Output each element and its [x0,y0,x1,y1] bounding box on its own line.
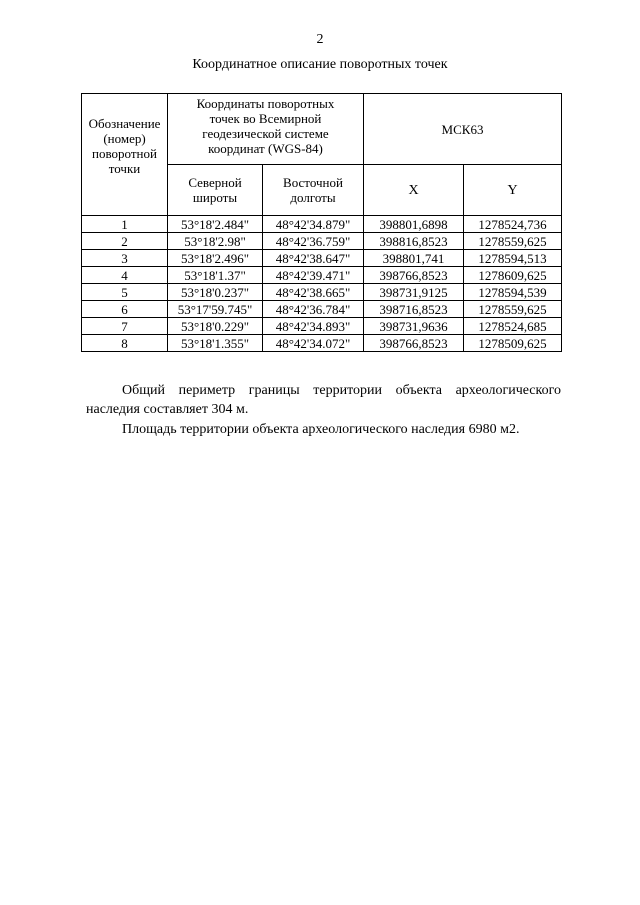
cell-east-longitude: 48°42'34.072" [263,335,364,352]
cell-x: 398731,9636 [364,318,464,335]
cell-point-number: 7 [82,318,168,335]
cell-east-longitude: 48°42'36.759" [263,233,364,250]
cell-north-latitude: 53°18'0.237" [168,284,263,301]
perimeter-paragraph [86,381,561,419]
cell-y: 1278594,513 [464,250,562,267]
cell-point-number: 5 [82,284,168,301]
cell-north-latitude: 53°18'2.496" [168,250,263,267]
table-row [82,318,562,335]
cell-x: 398766,8523 [364,335,464,352]
cell-north-latitude: 53°18'1.37" [168,267,263,284]
cell-east-longitude: 48°42'34.879" [263,216,364,233]
cell-x: 398816,8523 [364,233,464,250]
cell-east-longitude: 48°42'38.647" [263,250,364,267]
cell-north-latitude: 53°18'1.355" [168,335,263,352]
header-designation-line: (номер) [103,131,146,146]
cell-x: 398801,6898 [364,216,464,233]
header-wgs84-group [168,94,364,165]
header-x: X [364,165,464,216]
cell-y: 1278559,625 [464,301,562,318]
header-east-line: Восточной [283,175,343,190]
table-row [82,335,562,352]
cell-y: 1278509,625 [464,335,562,352]
cell-north-latitude: 53°18'2.484" [168,216,263,233]
table-row [82,284,562,301]
table-row [82,233,562,250]
cell-north-latitude: 53°17'59.745" [168,301,263,318]
table-row [82,301,562,318]
header-designation-line: поворотной [92,146,157,161]
cell-x: 398766,8523 [364,267,464,284]
cell-x: 398731,9125 [364,284,464,301]
perimeter-line-1: Общий периметр границы территории объекта археологического [122,383,561,398]
header-wgs-line: координат (WGS-84) [208,141,323,156]
cell-y: 1278609,625 [464,267,562,284]
header-east-line: долготы [290,190,336,205]
table-row [82,216,562,233]
cell-point-number: 2 [82,233,168,250]
cell-point-number: 4 [82,267,168,284]
cell-north-latitude: 53°18'2.98" [168,233,263,250]
page-number: 2 [316,32,324,47]
header-north-line: широты [192,190,238,205]
document-title: Координатное описание поворотных точек [192,57,448,72]
coordinates-table [81,93,562,352]
cell-east-longitude: 48°42'34.893" [263,318,364,335]
cell-y: 1278594,539 [464,284,562,301]
table-row [82,267,562,284]
cell-east-longitude: 48°42'38.665" [263,284,364,301]
cell-y: 1278559,625 [464,233,562,250]
header-designation-line: точки [108,161,141,176]
cell-point-number: 3 [82,250,168,267]
table-row [82,250,562,267]
cell-point-number: 1 [82,216,168,233]
perimeter-line-2: наследия составляет 304 м. [86,402,249,417]
cell-point-number: 8 [82,335,168,352]
cell-north-latitude: 53°18'0.229" [168,318,263,335]
cell-east-longitude: 48°42'39.471" [263,267,364,284]
header-wgs-line: геодезической системе [202,126,329,141]
cell-x: 398801,741 [364,250,464,267]
header-east-longitude [263,165,364,216]
cell-east-longitude: 48°42'36.784" [263,301,364,318]
header-designation [82,94,168,216]
cell-y: 1278524,685 [464,318,562,335]
cell-x: 398716,8523 [364,301,464,318]
header-north-line: Северной [188,175,242,190]
cell-y: 1278524,736 [464,216,562,233]
cell-point-number: 6 [82,301,168,318]
header-designation-line: Обозначение [88,116,161,131]
header-y: Y [464,165,562,216]
area-paragraph: Площадь территории объекта археологического наследия 6980 м2. [122,422,520,437]
header-north-latitude [168,165,263,216]
header-wgs-line: Координаты поворотных [196,96,335,111]
header-msk63: МСК63 [364,94,562,165]
header-wgs-line: точек во Всемирной [209,111,322,126]
